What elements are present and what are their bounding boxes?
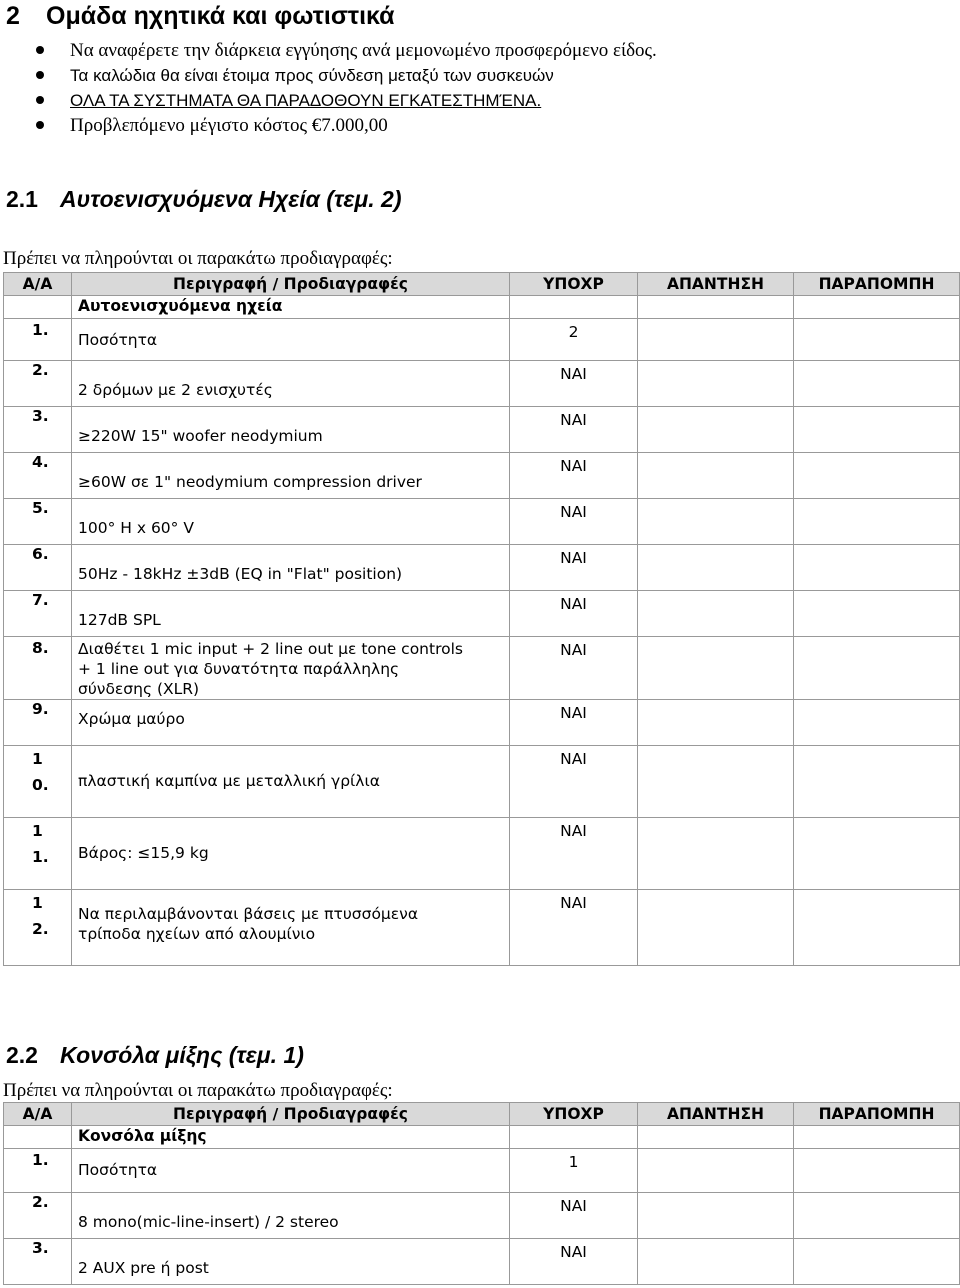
answer-cell[interactable]: [638, 1239, 794, 1285]
reference-cell[interactable]: [794, 591, 960, 637]
reference-cell[interactable]: [794, 499, 960, 545]
category-row: [4, 1126, 960, 1149]
answer-cell[interactable]: [638, 1149, 794, 1193]
table-row: 3. 2 AUX pre ή post ΝΑΙ: [4, 1239, 960, 1285]
intro-text: Πρέπει να πληρούνται οι παρακάτω προδιαγραφές:: [3, 248, 393, 269]
bullet-icon: [36, 71, 44, 79]
answer-cell[interactable]: [638, 637, 794, 700]
category-row: [4, 296, 960, 319]
reference-cell[interactable]: [794, 1239, 960, 1285]
table-row: 9. Χρώμα μαύρο ΝΑΙ: [4, 700, 960, 746]
answer-cell[interactable]: [638, 818, 794, 890]
answer-cell[interactable]: [638, 361, 794, 407]
answer-cell[interactable]: [638, 545, 794, 591]
intro-text: Πρέπει να πληρούνται οι παρακάτω προδιαγραφές:: [3, 1080, 393, 1101]
list-item: Τα καλώδια θα είναι έτοιμα προς σύνδεση μεταξύ των συσκευών: [34, 63, 657, 88]
subsection-heading-mixer: 2.2 Κονσόλα μίξης (τεμ. 1): [6, 1042, 304, 1068]
answer-cell[interactable]: [638, 453, 794, 499]
answer-cell[interactable]: [638, 319, 794, 361]
table-row: 1. Ποσότητα 1: [4, 1149, 960, 1193]
table-row: 4. ≥60W σε 1" neodymium compression driver ΝΑΙ: [4, 453, 960, 499]
answer-cell[interactable]: [638, 591, 794, 637]
answer-cell[interactable]: [638, 700, 794, 746]
reference-cell[interactable]: [794, 545, 960, 591]
reference-cell[interactable]: [794, 319, 960, 361]
table-row: 2. 8 mono(mic-line-insert) / 2 stereo ΝΑΙ: [4, 1193, 960, 1239]
category-label: Αυτοενισχυόμενα ηχεία: [78, 297, 283, 315]
reference-cell[interactable]: [794, 361, 960, 407]
table-row: 8. Διαθέτει 1 mic input + 2 line out με tone controls + 1 line out για δυνατότητα παράλληλης σύνδεσης (XLR) ΝΑΙ: [4, 637, 960, 700]
reference-cell[interactable]: [794, 890, 960, 966]
reference-cell[interactable]: [794, 818, 960, 890]
table-row: 12. Να περιλαμβάνονται βάσεις με πτυσσόμενα τρίποδα ηχείων από αλουμίνιο ΝΑΙ: [4, 890, 960, 966]
table-row: 6. 50Hz - 18kHz ±3dB (EQ in "Flat" position) ΝΑΙ: [4, 545, 960, 591]
table-row: 11. Βάρος: ≤15,9 kg ΝΑΙ: [4, 818, 960, 890]
reference-cell[interactable]: [794, 637, 960, 700]
list-item: Προβλεπόμενο μέγιστο κόστος €7.000,00: [34, 113, 657, 138]
list-item: ΟΛΑ ΤΑ ΣΥΣΤΗΜΑΤΑ ΘΑ ΠΑΡΑΔΟΘΟΥΝ ΕΓΚΑΤΕΣΤΗΜΈΝΑ.: [34, 88, 657, 113]
bullet-icon: [36, 46, 44, 54]
spec-table-speakers: [3, 272, 960, 966]
section-heading: [6, 2, 395, 31]
requirements-list: [34, 38, 657, 138]
table-row: 5. 100° H x 60° V ΝΑΙ: [4, 499, 960, 545]
answer-cell[interactable]: [638, 407, 794, 453]
table-row: 2. 2 δρόμων με 2 ενισχυτές ΝΑΙ: [4, 361, 960, 407]
answer-cell[interactable]: [638, 1193, 794, 1239]
table-row: 1. Ποσότητα 2: [4, 319, 960, 361]
table-row: 3. ≥220W 15" woofer neodymium ΝΑΙ: [4, 407, 960, 453]
answer-cell[interactable]: [638, 746, 794, 818]
reference-cell[interactable]: [794, 453, 960, 499]
table-header-row: Α/Α Περιγραφή / Προδιαγραφές ΥΠΟΧΡ ΑΠΑΝΤΗΣΗ ΠΑΡΑΠΟΜΠΗ: [4, 1103, 960, 1126]
section-title: Ομάδα ηχητικά και φωτιστικά: [46, 2, 395, 30]
table-header-row: Α/Α Περιγραφή / Προδιαγραφές ΥΠΟΧΡ ΑΠΑΝΤΗΣΗ ΠΑΡΑΠΟΜΠΗ: [4, 273, 960, 296]
answer-cell[interactable]: [638, 499, 794, 545]
reference-cell[interactable]: [794, 700, 960, 746]
spec-table-mixer: [3, 1102, 960, 1285]
subsection-heading-speakers: 2.1 Αυτοενισχυόμενα Ηχεία (τεμ. 2): [6, 186, 402, 212]
reference-cell[interactable]: [794, 1149, 960, 1193]
table-row: 10. πλαστική καμπίνα με μεταλλική γρίλια ΝΑΙ: [4, 746, 960, 818]
bullet-icon: [36, 121, 44, 129]
reference-cell[interactable]: [794, 407, 960, 453]
list-item: Να αναφέρετε την διάρκεια εγγύησης ανά μεμονωμένο προσφερόμενο είδος.: [34, 38, 657, 63]
answer-cell[interactable]: [638, 890, 794, 966]
category-label: Κονσόλα μίξης: [78, 1127, 207, 1145]
bullet-icon: [36, 96, 44, 104]
table-row: 7. 127dB SPL ΝΑΙ: [4, 591, 960, 637]
reference-cell[interactable]: [794, 746, 960, 818]
section-number: 2: [6, 2, 20, 30]
reference-cell[interactable]: [794, 1193, 960, 1239]
